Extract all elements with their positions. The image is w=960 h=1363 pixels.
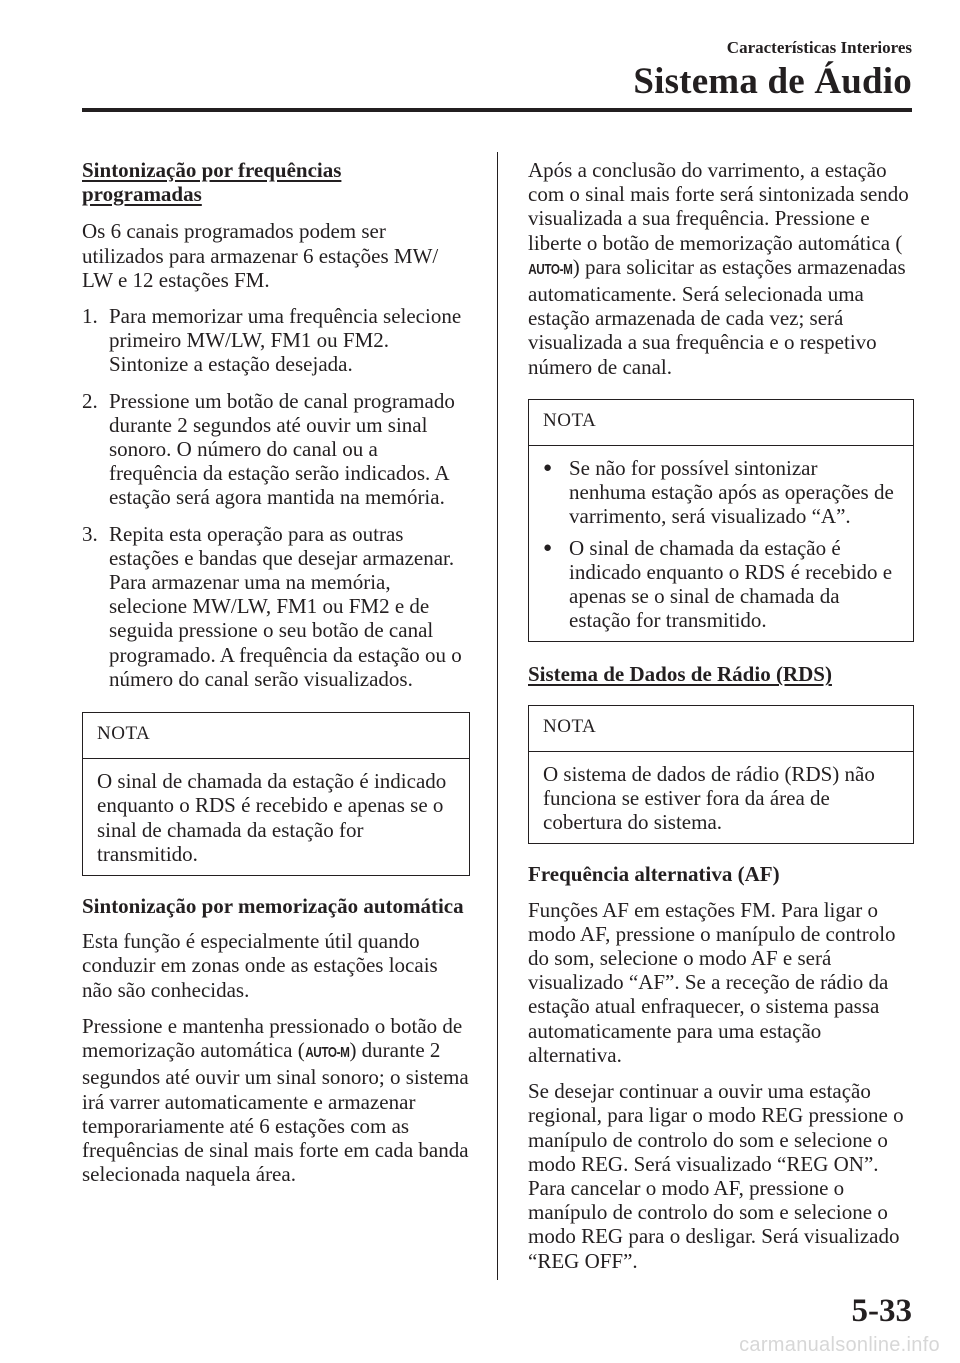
left-column [82, 158, 470, 1198]
watermark: carmanualsonline.info [739, 1334, 940, 1356]
auto-m-button-icon: AUTO-M [528, 260, 573, 278]
auto-memory-heading: Sintonização por memorização automática [82, 894, 464, 919]
reg-paragraph: Se desejar continuar a ouvir uma estação regional, para ligar o modo REG pressione o manípulo de controlo do som e selecione o modo REG. Será visualizado “REG ON”. Para cancelar o modo AF, pressione o manípulo de controlo do som e selecione o modo REG para o desligar. Será visualizado “REG OFF”. [528, 1079, 904, 1273]
text-fragment: Pressione e mantenha pressionado o botão de memorização automática ( [82, 1013, 463, 1063]
step-item [82, 304, 470, 377]
right-column [528, 158, 914, 1285]
auto-memory-instructions [82, 1014, 470, 1186]
step-item [82, 522, 470, 691]
note-bullets [529, 446, 913, 641]
section-title: Sistema de Áudio [633, 61, 912, 102]
step-text: Para memorizar uma frequência selecione primeiro MW/LW, FM1 ou FM2. Sintonize a estação desejada. [109, 304, 462, 377]
note-box [528, 705, 914, 845]
header-rule [82, 108, 912, 112]
note-box [528, 399, 914, 643]
heading-line: Sintonização por frequências [82, 158, 342, 182]
af-heading: Frequência alternativa (AF) [528, 862, 780, 887]
note-bullet [543, 536, 899, 633]
bullet-icon: ● [543, 460, 553, 477]
scan-result-text [528, 158, 914, 379]
preset-intro: Os 6 canais programados podem ser utilizados para armazenar 6 estações MW/ LW e 12 estações FM. [82, 219, 439, 292]
note-title: NOTA [529, 400, 913, 446]
bullet-text: Se não for possível sintonizar nenhuma estação após as operações de varrimento, será visualizado “A”. [569, 456, 894, 529]
text-fragment: ) durante 2 segundos até ouvir um sinal sonoro; o sistema irá varrer automaticamente e armazenar temporariamente até 6 estações com as frequências de sinal mais forte em cada banda selecionada naquela área. [82, 1038, 469, 1187]
page-number: 5-33 [851, 1293, 912, 1329]
auto-m-button-icon: AUTO-M [304, 1044, 350, 1062]
note-title: NOTA [529, 706, 913, 752]
step-number: 3. [82, 521, 98, 546]
step-item [82, 389, 470, 510]
heading-line: programadas [82, 182, 202, 207]
text-fragment: Após a conclusão do varrimento, a estação com o sinal mais forte será sintonizada sendo visualizada a sua frequência. Pressione e liberte o botão de memorização automática ( [528, 158, 909, 255]
note-bullet [543, 456, 899, 529]
bullet-icon: ● [543, 539, 553, 556]
note-box [82, 712, 470, 876]
af-paragraph: Funções AF em estações FM. Para ligar o modo AF, pressione o manípulo de controlo do som, selecione o modo AF e será visualizado “AF”. Se a receção de rádio da estação atual enfraquecer, o sistema passa automaticamente para uma estação alternativa. [528, 897, 896, 1067]
column-divider [497, 152, 498, 1280]
auto-memory-intro: Esta função é especialmente útil quando conduzir em zonas onde as estações locais não são conhecidas. [82, 929, 438, 1002]
preset-tuning-heading [82, 158, 470, 206]
note-title: NOTA [83, 713, 469, 759]
bullet-text: O sinal de chamada da estação é indicado enquanto o RDS é recebido e apenas se o sinal de chamada da estação for transmitido. [569, 535, 893, 633]
step-text: Repita esta operação para as outras estações e bandas que desejar armazenar. Para armazenar uma na memória, selecione MW/LW, FM1 ou FM2 e de seguida pressione o seu botão de canal programado. A frequência da estação ou o número do canal serão visualizados. [109, 521, 462, 691]
step-number: 2. [82, 388, 98, 413]
step-number: 1. [82, 304, 98, 329]
note-text: O sistema de dados de rádio (RDS) não funciona se estiver fora da área de cobertura do sistema. [543, 761, 875, 835]
chapter-label: Características Interiores [726, 38, 912, 57]
rds-heading: Sistema de Dados de Rádio (RDS) [528, 662, 832, 687]
text-fragment: ) para solicitar as estações armazenadas automaticamente. Será selecionada uma estação armazenada de cada vez; será visualizada a sua frequência e o respetivo número de canal. [528, 254, 906, 379]
step-text: Pressione um botão de canal programado durante 2 segundos até ouvir um sinal sonoro. O número do canal ou a frequência da estação serão indicados. A estação será agora mantida na memória. [109, 388, 455, 510]
note-text: O sinal de chamada da estação é indicado enquanto o RDS é recebido e apenas se o sinal de chamada da estação for transmitido. [97, 769, 447, 866]
